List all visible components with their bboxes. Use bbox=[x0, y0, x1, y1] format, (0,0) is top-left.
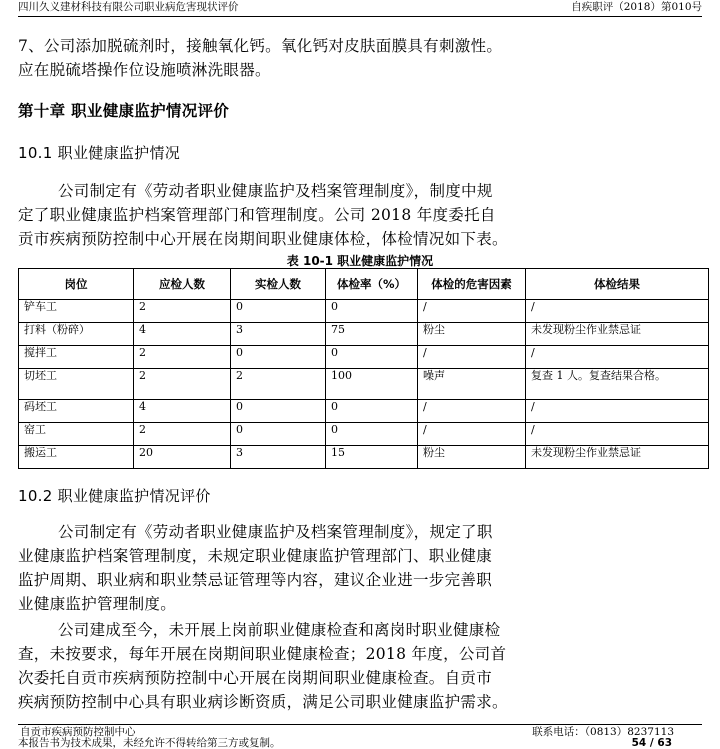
footer-phone: 联系电话：（0813）8237113 bbox=[532, 726, 674, 738]
chapter-title: 第十章 职业健康监护情况评价 bbox=[18, 102, 230, 120]
para-10-2b-line: 次委托自贡市疾病预防控制中心开展在岗期间职业健康检查。自贡市 bbox=[18, 669, 493, 687]
page-number: 54 / 63 bbox=[631, 737, 672, 749]
para-10-1-line: 公司制定有《劳动者职业健康监护及档案管理制度》，制度中规 bbox=[58, 182, 493, 200]
col-header-examined: 实检人数 bbox=[231, 269, 326, 300]
col-header-required: 应检人数 bbox=[134, 269, 231, 300]
table-row bbox=[19, 446, 709, 469]
header-report-number: 自疾职评（2018）第010号 bbox=[571, 1, 702, 13]
top-paragraph-line: 应在脱硫塔操作位设施喷淋洗眼器。 bbox=[18, 61, 271, 79]
page-footer bbox=[18, 724, 702, 737]
footer-org: 自贡市疾病预防控制中心 bbox=[20, 726, 136, 738]
cell: 噪声 bbox=[418, 369, 526, 400]
cell: 搬运工 bbox=[19, 446, 134, 469]
cell: 0 bbox=[231, 300, 326, 323]
table-row bbox=[19, 369, 709, 400]
top-paragraph-line: 7、公司添加脱硫剂时，接触氧化钙。氧化钙对皮肤面膜具有刺激性。 bbox=[18, 37, 503, 55]
cell: / bbox=[418, 300, 526, 323]
cell: 2 bbox=[134, 300, 231, 323]
section-10-2-heading: 10.2 职业健康监护情况评价 bbox=[18, 487, 211, 505]
para-10-2a-line: 公司制定有《劳动者职业健康监护及档案管理制度》，规定了职 bbox=[58, 523, 493, 541]
table-caption: 表 10-1 职业健康监护情况 bbox=[286, 254, 434, 268]
cell: 0 bbox=[326, 400, 418, 423]
cell: 100 bbox=[326, 369, 418, 400]
cell: 2 bbox=[231, 369, 326, 400]
para-10-2b-line: 公司建成至今，未开展上岗前职业健康检查和离岗时职业健康检 bbox=[58, 621, 501, 639]
para-10-2b-line: 查，未按要求，每年开展在岗期间职业健康检查；2018 年度，公司首 bbox=[18, 645, 507, 663]
cell: 切坯工 bbox=[19, 369, 134, 400]
cell: 0 bbox=[326, 346, 418, 369]
cell: 未发现粉尘作业禁忌证 bbox=[526, 446, 709, 469]
para-10-1-line: 定了职业健康监护档案管理部门和管理制度。公司 2018 年度委托自 bbox=[18, 206, 496, 224]
cell: 0 bbox=[231, 423, 326, 446]
cell: 打料（粉碎） bbox=[19, 323, 134, 346]
cell: 2 bbox=[134, 369, 231, 400]
cell: 20 bbox=[134, 446, 231, 469]
table-row bbox=[19, 423, 709, 446]
cell: 0 bbox=[326, 423, 418, 446]
cell: 窑工 bbox=[19, 423, 134, 446]
cell: 粉尘 bbox=[418, 446, 526, 469]
cell: 4 bbox=[134, 400, 231, 423]
para-10-2a-line: 监护周期、职业病和职业禁忌证管理等内容，建议企业进一步完善职 bbox=[18, 571, 493, 589]
cell: 搅拌工 bbox=[19, 346, 134, 369]
cell: / bbox=[418, 346, 526, 369]
table-row bbox=[19, 346, 709, 369]
cell: 铲车工 bbox=[19, 300, 134, 323]
cell: 2 bbox=[134, 423, 231, 446]
cell: 复查 1 人。复查结果合格。 bbox=[526, 369, 709, 400]
health-surveillance-table bbox=[18, 268, 709, 469]
cell: 3 bbox=[231, 446, 326, 469]
para-10-2a-line: 业健康监护管理制度。 bbox=[18, 595, 177, 613]
cell: 0 bbox=[231, 400, 326, 423]
cell: / bbox=[418, 423, 526, 446]
header-left-title: 四川久义建材科技有限公司职业病危害现状评价 bbox=[18, 1, 239, 13]
cell: / bbox=[526, 400, 709, 423]
cell: / bbox=[526, 423, 709, 446]
section-10-1-heading: 10.1 职业健康监护情况 bbox=[18, 144, 181, 162]
col-header-result: 体检结果 bbox=[526, 269, 709, 300]
page-header bbox=[18, 0, 702, 17]
col-header-post: 岗位 bbox=[19, 269, 134, 300]
cell: / bbox=[526, 346, 709, 369]
col-header-hazard: 体检的危害因素 bbox=[418, 269, 526, 300]
footer-copyright-notice: 本报告书为技术成果，未经允许不得转给第三方或复制。 bbox=[18, 737, 281, 749]
cell: 0 bbox=[231, 346, 326, 369]
cell: / bbox=[418, 400, 526, 423]
cell: 粉尘 bbox=[418, 323, 526, 346]
para-10-2b-line: 疾病预防控制中心具有职业病诊断资质，满足公司职业健康监护需求。 bbox=[18, 693, 508, 711]
cell: 15 bbox=[326, 446, 418, 469]
cell: 未发现粉尘作业禁忌证 bbox=[526, 323, 709, 346]
table-header-row bbox=[19, 269, 709, 300]
cell: 码坯工 bbox=[19, 400, 134, 423]
cell: 75 bbox=[326, 323, 418, 346]
para-10-1-line: 贡市疾病预防控制中心开展在岗期间职业健康体检，体检情况如下表。 bbox=[18, 230, 508, 248]
cell: 4 bbox=[134, 323, 231, 346]
table-row bbox=[19, 300, 709, 323]
para-10-2a-line: 业健康监护档案管理制度，未规定职业健康监护管理部门、职业健康 bbox=[18, 547, 493, 565]
table-row bbox=[19, 400, 709, 423]
col-header-rate: 体检率（%） bbox=[326, 269, 418, 300]
cell: 2 bbox=[134, 346, 231, 369]
cell: 3 bbox=[231, 323, 326, 346]
cell: / bbox=[526, 300, 709, 323]
cell: 0 bbox=[326, 300, 418, 323]
table-row bbox=[19, 323, 709, 346]
